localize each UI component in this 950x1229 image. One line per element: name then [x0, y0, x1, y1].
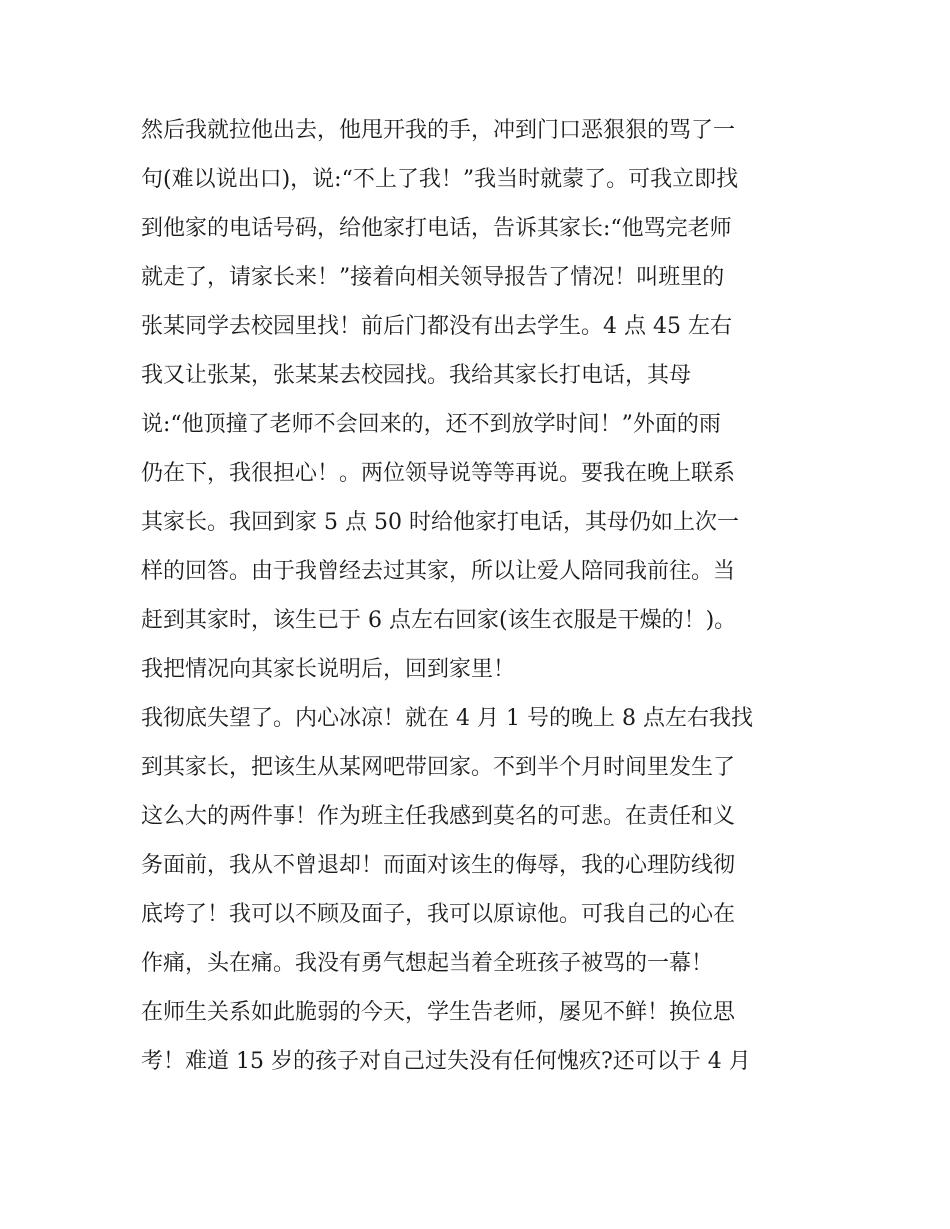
text-line: 底垮了！我可以不顾及面子，我可以原谅他。可我自己的心在 [141, 902, 736, 927]
text-line: 仍在下，我很担心！。两位领导说等等再说。要我在晚上联系 [141, 461, 736, 486]
text-line: 在师生关系如此脆弱的今天，学生告老师，屡见不鲜！换位思 [141, 1000, 736, 1025]
text-line: 到他家的电话号码，给他家打电话，告诉其家长:“他骂完老师 [141, 216, 732, 241]
text-line: 样的回答。由于我曾经去过其家，所以让爱人陪同我前往。当 [141, 559, 736, 584]
text-line: 作痛，头在痛。我没有勇气想起当着全班孩子被骂的一幕！ [141, 951, 714, 976]
body-text [141, 106, 821, 1086]
text-line: 我又让张某，张某某去校园找。我给其家长打电话，其母 [141, 363, 692, 388]
text-line: 我把情况向其家长说明后，回到家里！ [141, 657, 516, 682]
text-line: 我彻底失望了。内心冰凉！就在 4 月 1 号的晚上 8 点左右我找 [141, 706, 753, 731]
text-line: 这么大的两件事！作为班主任我感到莫名的可悲。在责任和义 [141, 804, 736, 829]
text-line: 说:“他顶撞了老师不会回来的，还不到放学时间！”外面的雨 [141, 412, 721, 437]
text-line: 到其家长，把该生从某网吧带回家。不到半个月时间里发生了 [141, 755, 736, 780]
text-line: 考！难道 15 岁的孩子对自己过失没有任何愧疚?还可以于 4 月 [141, 1049, 751, 1074]
text-line: 赶到其家时，该生已于 6 点左右回家(该生衣服是干燥的！)。 [141, 608, 737, 633]
text-line: 就走了，请家长来！”接着向相关领导报告了情况！叫班里的 [141, 265, 725, 290]
text-line: 句(难以说出口)，说:“不上了我！”我当时就蒙了。可我立即找 [141, 167, 739, 192]
text-line: 张某同学去校园里找！前后门都没有出去学生。4 点 45 左右 [141, 314, 732, 339]
text-line: 然后我就拉他出去，他甩开我的手，冲到门口恶狠狠的骂了一 [141, 118, 736, 143]
text-line: 其家长。我回到家 5 点 50 时给他家打电话，其母仍如上次一 [141, 510, 739, 535]
text-line: 务面前，我从不曾退却！而面对该生的侮辱，我的心理防线彻 [141, 853, 736, 878]
